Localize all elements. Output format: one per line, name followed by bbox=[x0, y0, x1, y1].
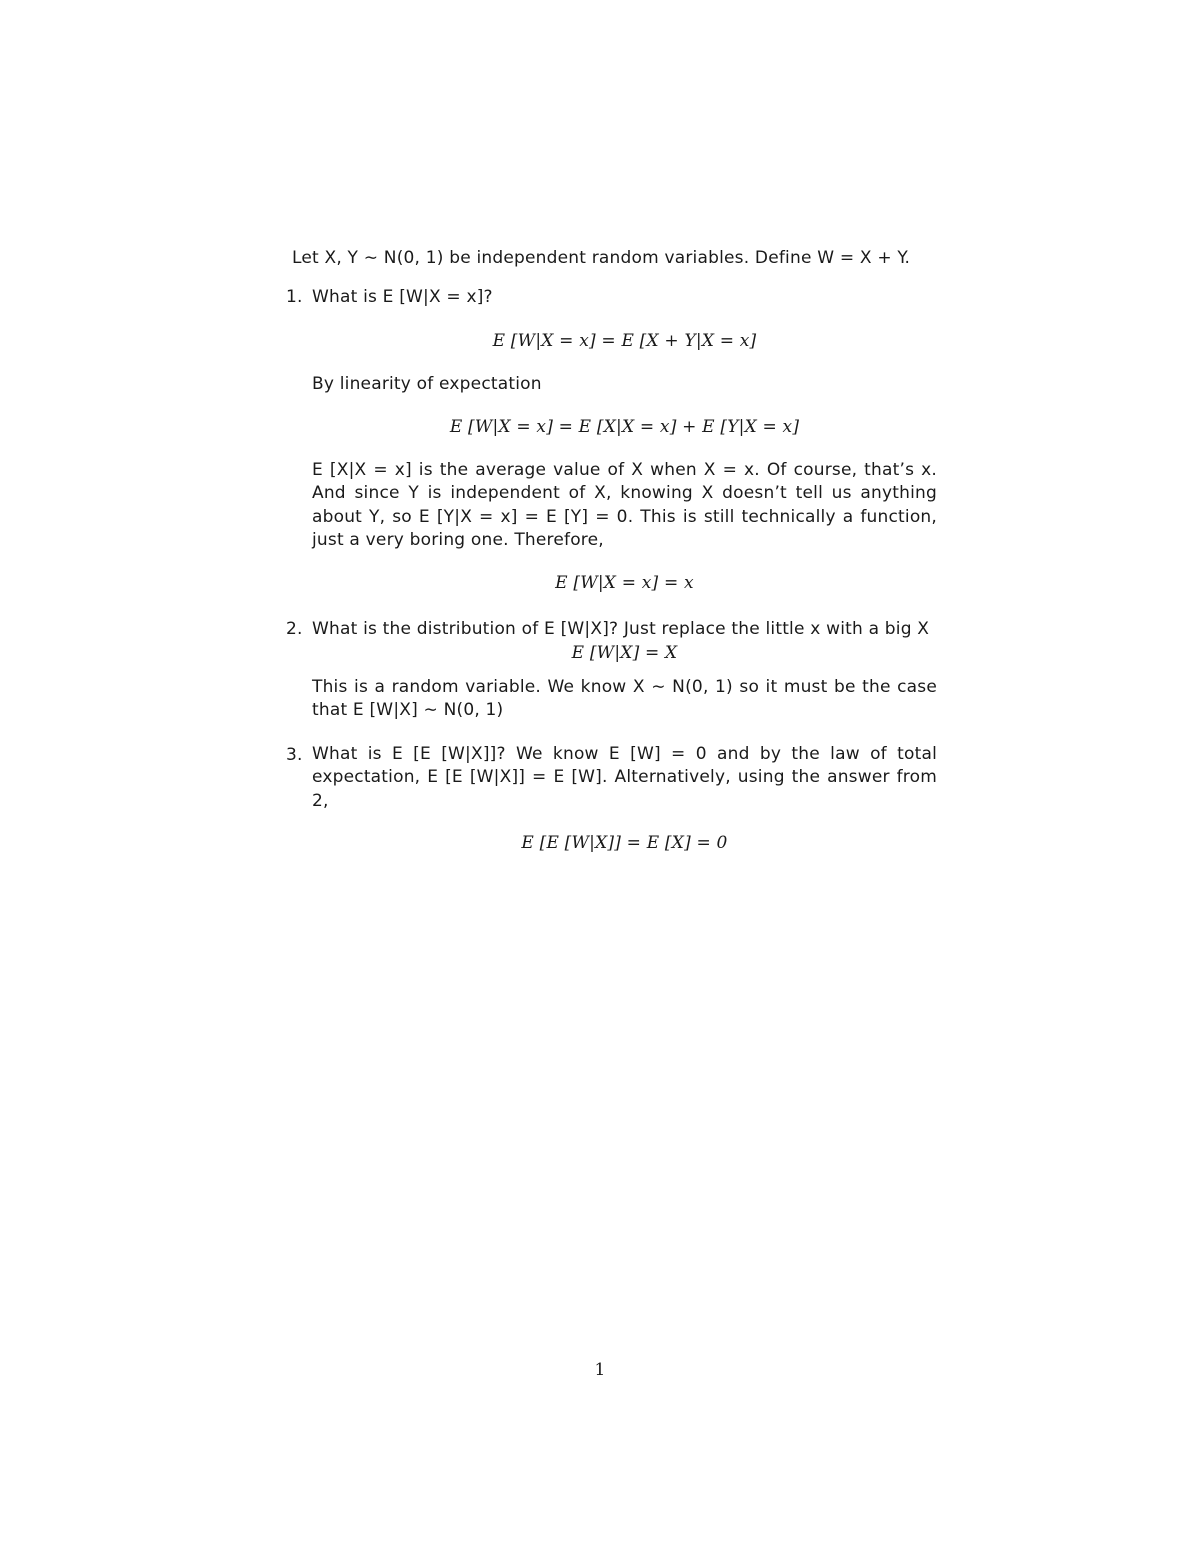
problem-3-question: What is E [E [W|X]]? We know E [W] = 0 and by the law of total expectation, E [E [W|X]] = E [W]. Alternatively, using the answer from 2, bbox=[312, 743, 937, 811]
problem-1-number: 1. bbox=[286, 287, 303, 307]
problem-1-question: What is E [W|X = x]? bbox=[312, 287, 493, 307]
problem-1-equation-3: E [W|X = x] = x bbox=[555, 572, 694, 593]
problem-1-equation-1: E [W|X = x] = E [X + Y|X = x] bbox=[492, 331, 757, 351]
problem-2-equation-1: E [W|X] = X bbox=[571, 642, 678, 663]
page-number: 1 bbox=[594, 1360, 606, 1380]
problem-1-equation-2: E [W|X = x] = E [X|X = x] + E [Y|X = x] bbox=[449, 416, 800, 437]
problem-1 bbox=[286, 285, 937, 595]
document-body bbox=[286, 246, 937, 875]
problem-1-text-2: E [X|X = x] is the average value of X when X = x. Of course, that’s x. And since Y is independent of X, knowing X doesn’t tell us anything about Y, so E [Y|X = x] = E [Y] = 0. This is still technically a function, just a very boring one. Therefore, bbox=[312, 459, 937, 550]
problem-1-text-1: By linearity of expectation bbox=[312, 374, 542, 394]
problem-3 bbox=[286, 743, 937, 856]
problem-2-question: What is the distribution of E [W|X]? Just replace the little x with a big X bbox=[312, 618, 930, 639]
problem-3-number: 3. bbox=[286, 744, 303, 765]
problem-2 bbox=[286, 617, 937, 723]
intro-paragraph: Let X, Y ∼ N(0, 1) be independent random variables. Define W = X + Y. bbox=[292, 248, 911, 268]
problem-3-equation-1: E [E [W|X]] = E [X] = 0 bbox=[521, 833, 728, 853]
problem-2-number: 2. bbox=[286, 618, 303, 639]
problem-2-text-1: This is a random variable. We know X ∼ N(0, 1) so it must be the case that E [W|X] ∼ N(0, 1) bbox=[312, 676, 937, 720]
